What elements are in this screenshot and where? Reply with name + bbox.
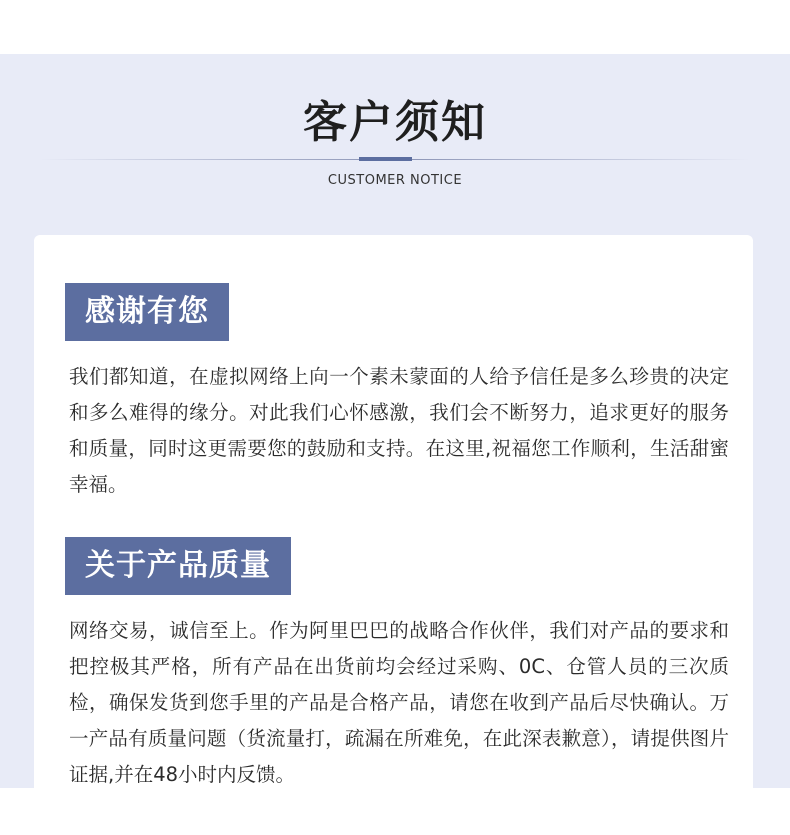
section-heading-quality: 关于产品质量 — [65, 537, 291, 595]
section-body-quality: 网络交易，诚信至上。作为阿里巴巴的战略合作伙伴，我们对产品的要求和把控极其严格，所有产品在出货前均会经过采购、0C、仓管人员的三次质检，确保发货到您手里的产品是合格产品，请您在收到产品后尽快确认。万一产品有质量问题（货流量打，疏漏在所难免，在此深表歉意），请提供图片证据,并在48小时内反馈。 — [69, 619, 729, 786]
title-divider-accent — [359, 157, 412, 161]
section-body-thanks: 我们都知道，在虚拟网络上向一个素未蒙面的人给予信任是多么珍贵的决定和多么难得的缘分。对此我们心怀感激，我们会不断努力，追求更好的服务和质量，同时这更需要您的鼓励和支持。在这里,祝福您工作顺利，生活甜蜜幸福。 — [69, 365, 729, 496]
top-strip — [0, 0, 790, 54]
page-title: 客户须知 — [303, 97, 487, 148]
page-subtitle: CUSTOMER NOTICE — [327, 173, 463, 188]
section-heading-thanks: 感谢有您 — [65, 283, 229, 341]
